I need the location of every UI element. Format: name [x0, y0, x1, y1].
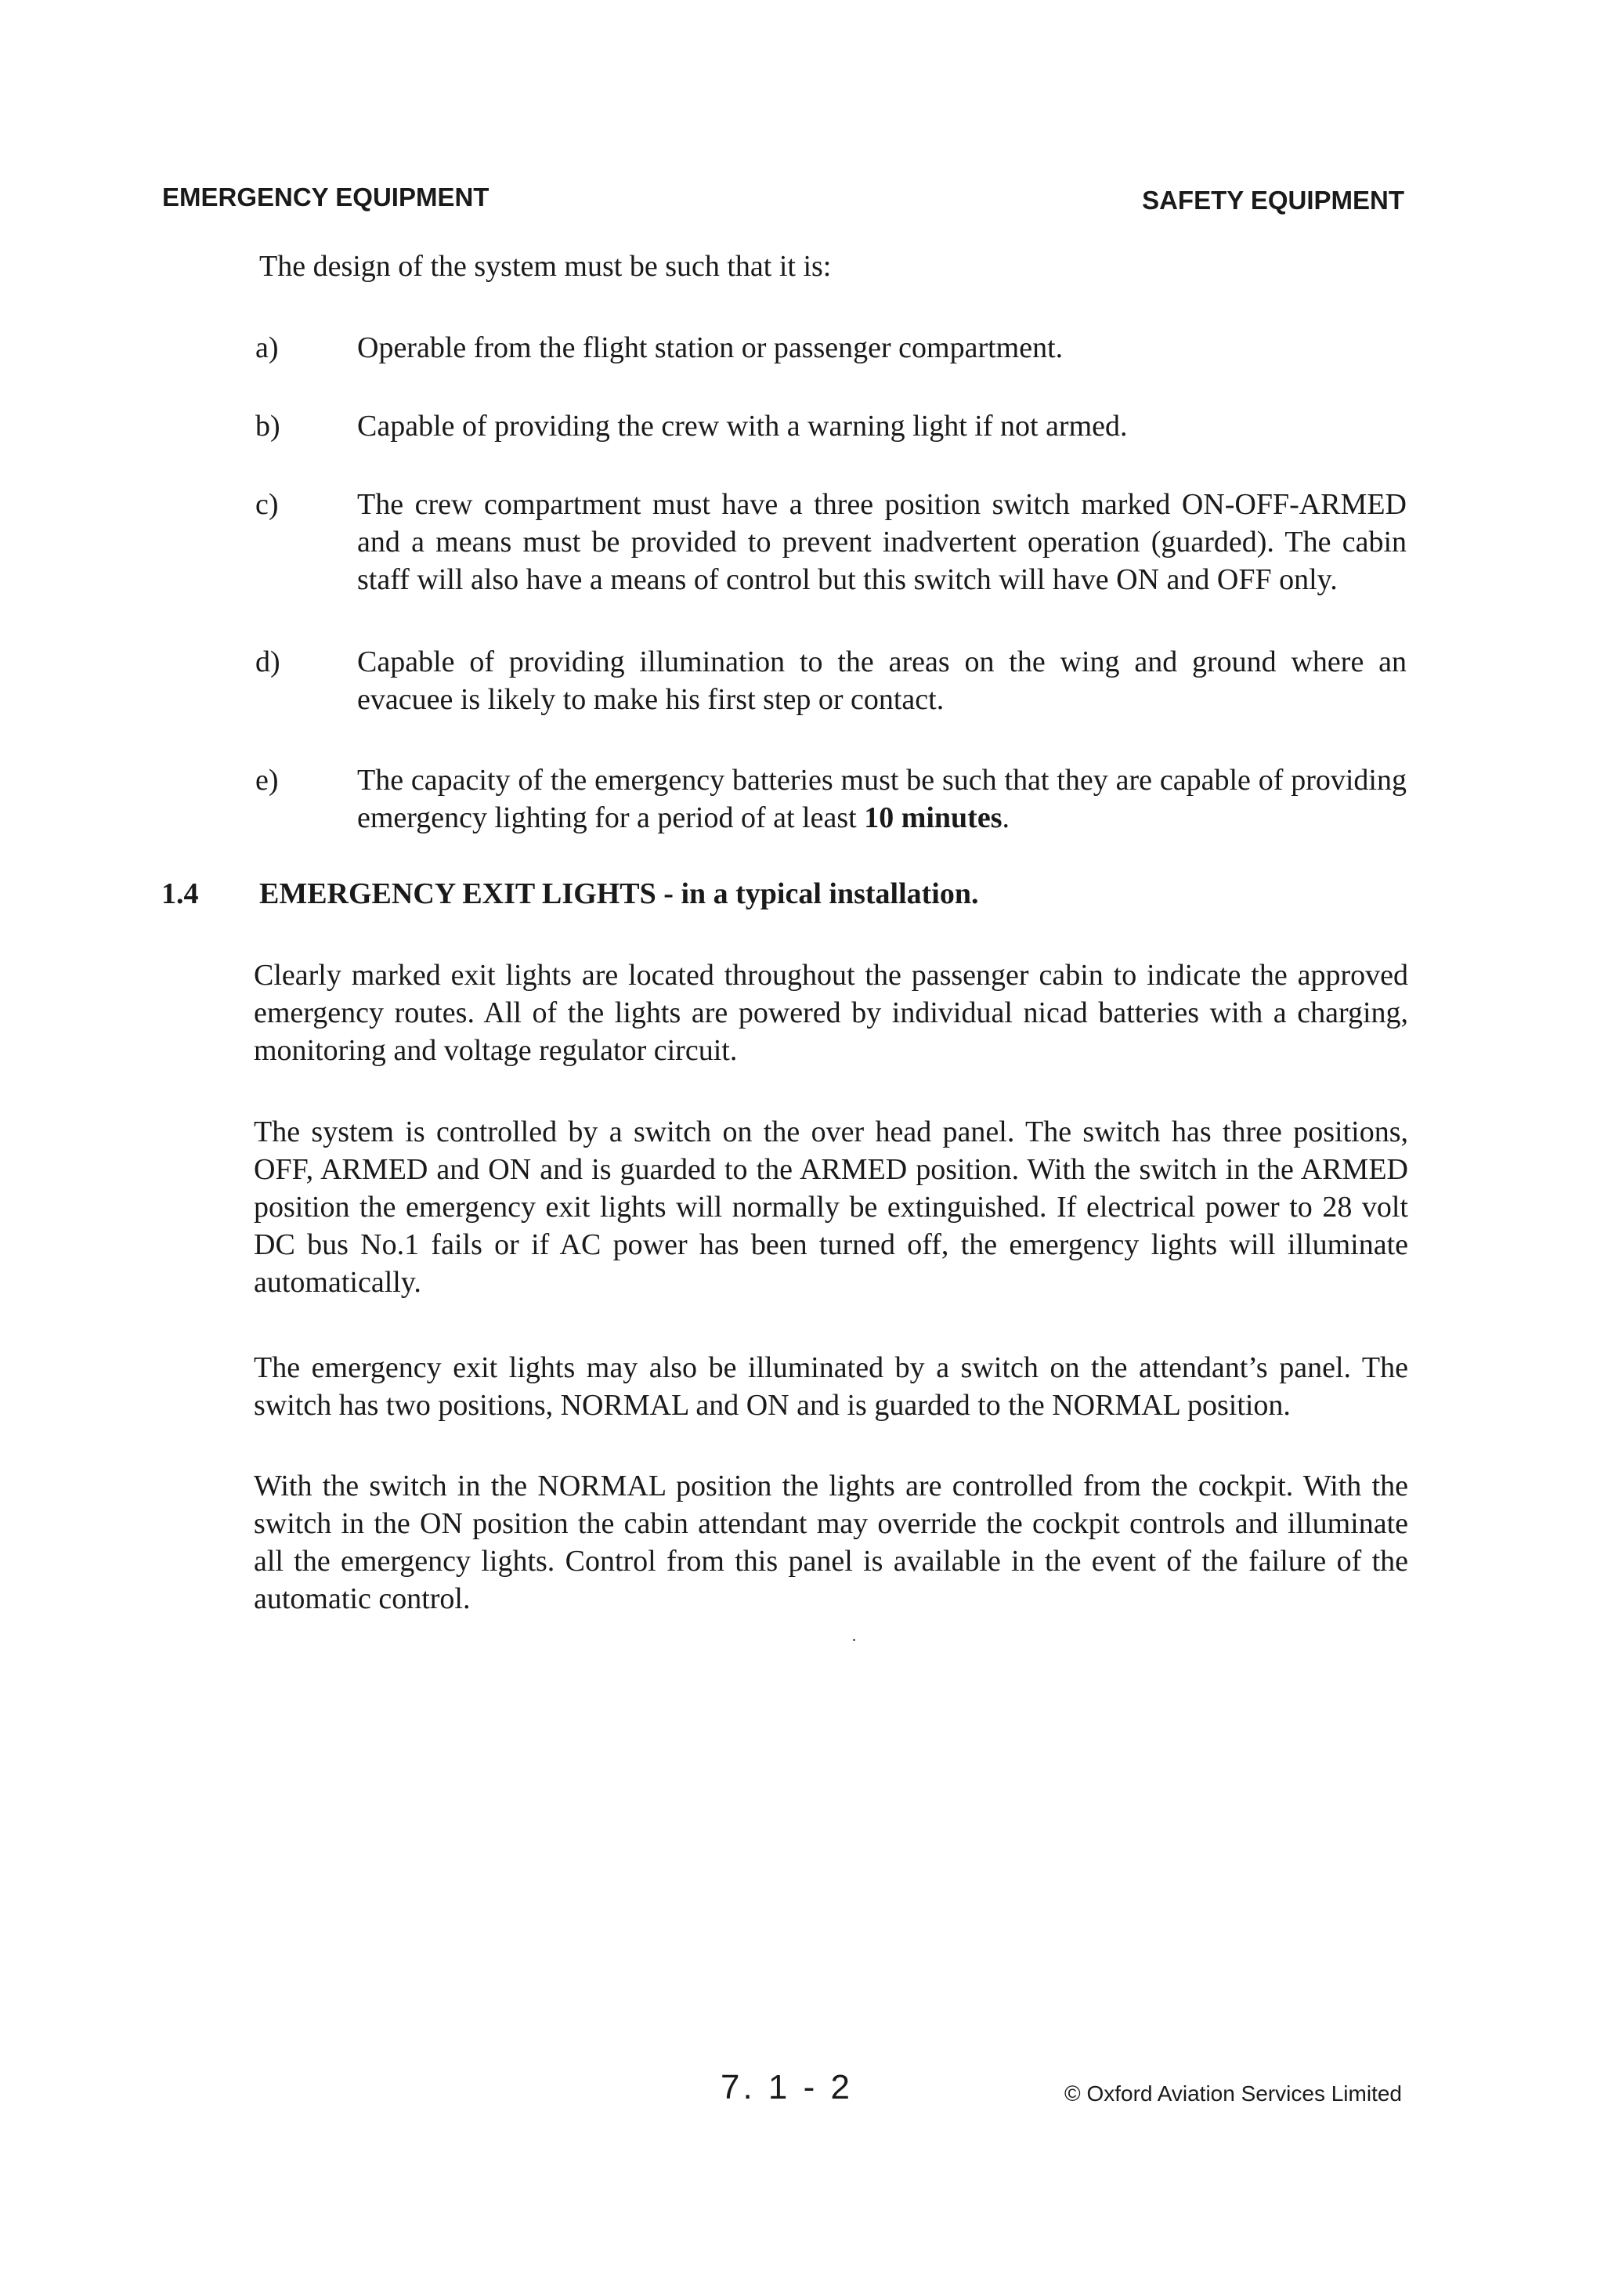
- list-item-text: Operable from the flight station or passenger compartment.: [357, 331, 1064, 364]
- copyright-notice: © Oxford Aviation Services Limited: [1064, 2081, 1402, 2106]
- list-item-text-part: The capacity of the emergency batteries must be such that they are capable of providing emergency lighting for a period of at least: [357, 764, 1407, 834]
- body-paragraph: The system is controlled by a switch on the over head panel. The switch has three positions, OFF, ARMED and ON and is guarded to the ARMED position. With the switch in the ARMED position the emergency exit lights will normally be extinguished. If electrical power to 28 volt DC bus No.1 fails or if AC power has been turned off, the emergency lights will illuminate automatically.: [254, 1115, 1408, 1299]
- header-section-title: SAFETY EQUIPMENT: [1142, 186, 1404, 215]
- body-paragraph: With the switch in the NORMAL position the lights are controlled from the cockpit. With the switch in the ON position the cabin attendant may override the cockpit controls and illuminate all the emergency lights. Control from this panel is available in the event of the failure of the automatic control.: [254, 1470, 1408, 1615]
- list-item-label: c): [255, 488, 279, 521]
- list-item-text: The crew compartment must have a three position switch marked ON-OFF-ARMED and a means must be provided to prevent inadvertent operation (guarded). The cabin staff will also have a means of control but this switch will have ON and OFF only.: [357, 488, 1407, 596]
- list-item-text: Capable of providing illumination to the areas on the wing and ground where an evacuee is likely to make his first step or contact.: [357, 645, 1407, 716]
- body-paragraph: Clearly marked exit lights are located throughout the passenger cabin to indicate the approved emergency routes. All of the lights are powered by individual nicad batteries with a charging, monitoring and voltage regulator circuit.: [254, 959, 1408, 1067]
- list-item-text: [357, 761, 1407, 837]
- scan-speck: [853, 1639, 855, 1641]
- header-chapter-title: EMERGENCY EQUIPMENT: [162, 183, 490, 212]
- section-number: 1.4: [161, 877, 199, 910]
- list-item-text: Capable of providing the crew with a warning light if not armed.: [357, 410, 1128, 443]
- list-item-text-part: .: [1002, 801, 1010, 834]
- intro-text: The design of the system must be such that it is:: [259, 250, 832, 283]
- body-paragraph: The emergency exit lights may also be illuminated by a switch on the attendant’s panel. The switch has two positions, NORMAL and ON and is guarded to the NORMAL position.: [254, 1351, 1408, 1422]
- list-item-label: b): [255, 410, 280, 443]
- list-item-label: d): [255, 645, 280, 678]
- list-item-label: e): [255, 764, 279, 797]
- page-number: 7. 1 - 2: [721, 2068, 853, 2106]
- section-title: EMERGENCY EXIT LIGHTS - in a typical installation.: [259, 877, 979, 910]
- list-item-emphasis: 10 minutes: [864, 801, 1002, 834]
- list-item-label: a): [255, 331, 279, 364]
